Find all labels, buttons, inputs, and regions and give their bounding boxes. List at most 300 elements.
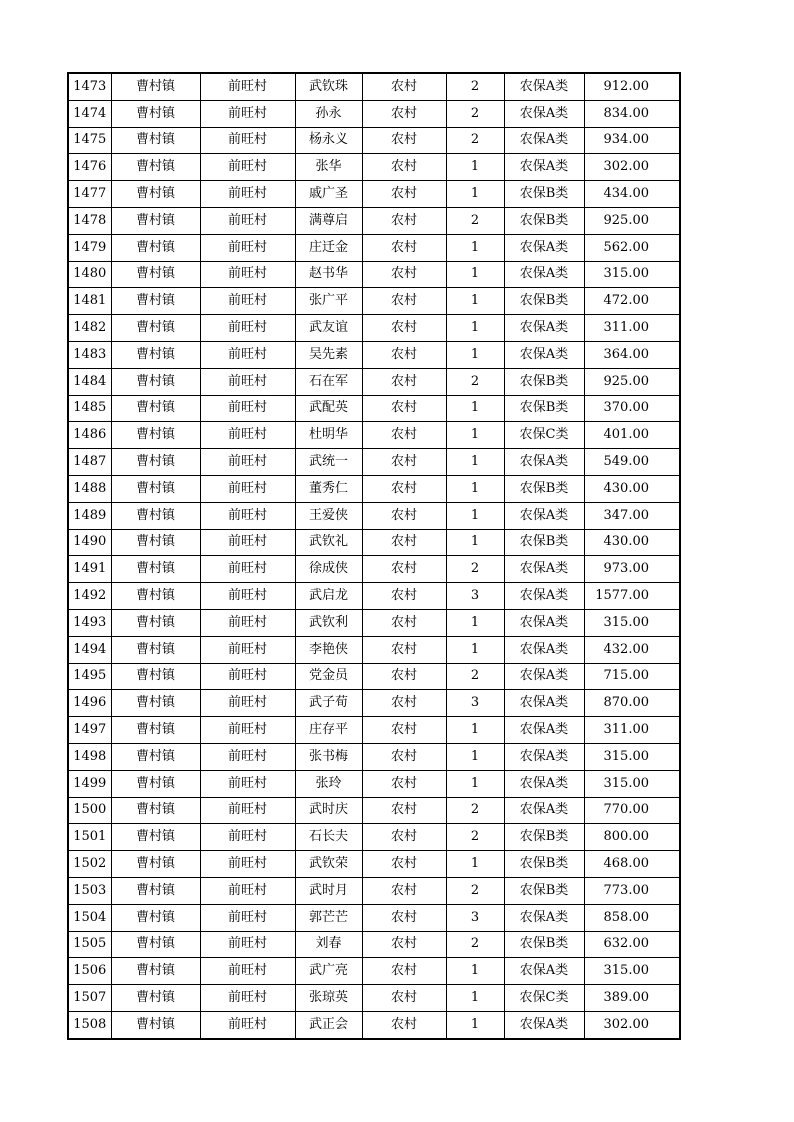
insurance-category-cell: 农保A类 [504, 127, 584, 154]
row-number-cell: 1493 [68, 609, 111, 636]
table-row [68, 154, 680, 181]
member-count-cell: 1 [446, 636, 504, 663]
row-number-cell: 1483 [68, 341, 111, 368]
insurance-category-cell: 农保A类 [504, 904, 584, 931]
household-type-cell: 农村 [362, 395, 446, 422]
town-cell: 曹村镇 [111, 368, 200, 395]
records-table-body [68, 73, 680, 1039]
table-row [68, 234, 680, 261]
amount-cell: 934.00 [584, 127, 680, 154]
name-cell: 张书梅 [295, 743, 362, 770]
insurance-category-cell: 农保A类 [504, 636, 584, 663]
name-cell: 孙永 [295, 100, 362, 127]
name-cell: 杨永义 [295, 127, 362, 154]
member-count-cell: 1 [446, 958, 504, 985]
name-cell: 郭芒芒 [295, 904, 362, 931]
insurance-category-cell: 农保B类 [504, 931, 584, 958]
table-row [68, 743, 680, 770]
name-cell: 武友谊 [295, 315, 362, 342]
insurance-category-cell: 农保B类 [504, 288, 584, 315]
village-cell: 前旺村 [200, 958, 295, 985]
row-number-cell: 1480 [68, 261, 111, 288]
row-number-cell: 1496 [68, 690, 111, 717]
town-cell: 曹村镇 [111, 743, 200, 770]
household-type-cell: 农村 [362, 154, 446, 181]
table-row [68, 261, 680, 288]
town-cell: 曹村镇 [111, 636, 200, 663]
row-number-cell: 1498 [68, 743, 111, 770]
town-cell: 曹村镇 [111, 770, 200, 797]
name-cell: 张玲 [295, 770, 362, 797]
table-row [68, 100, 680, 127]
amount-cell: 472.00 [584, 288, 680, 315]
records-table [67, 72, 681, 1040]
name-cell: 李艳侠 [295, 636, 362, 663]
amount-cell: 912.00 [584, 73, 680, 100]
member-count-cell: 1 [446, 1011, 504, 1038]
insurance-category-cell: 农保A类 [504, 315, 584, 342]
amount-cell: 773.00 [584, 877, 680, 904]
insurance-category-cell: 农保A类 [504, 1011, 584, 1038]
amount-cell: 430.00 [584, 475, 680, 502]
table-row [68, 368, 680, 395]
table-row [68, 985, 680, 1012]
amount-cell: 468.00 [584, 851, 680, 878]
table-row [68, 717, 680, 744]
household-type-cell: 农村 [362, 207, 446, 234]
table-row [68, 529, 680, 556]
amount-cell: 364.00 [584, 341, 680, 368]
household-type-cell: 农村 [362, 261, 446, 288]
member-count-cell: 1 [446, 609, 504, 636]
member-count-cell: 1 [446, 502, 504, 529]
insurance-category-cell: 农保A类 [504, 609, 584, 636]
village-cell: 前旺村 [200, 207, 295, 234]
town-cell: 曹村镇 [111, 261, 200, 288]
household-type-cell: 农村 [362, 73, 446, 100]
name-cell: 武钦利 [295, 609, 362, 636]
town-cell: 曹村镇 [111, 583, 200, 610]
town-cell: 曹村镇 [111, 422, 200, 449]
village-cell: 前旺村 [200, 636, 295, 663]
member-count-cell: 1 [446, 234, 504, 261]
table-row [68, 583, 680, 610]
household-type-cell: 农村 [362, 824, 446, 851]
village-cell: 前旺村 [200, 663, 295, 690]
name-cell: 赵书华 [295, 261, 362, 288]
insurance-category-cell: 农保A类 [504, 556, 584, 583]
insurance-category-cell: 农保A类 [504, 100, 584, 127]
name-cell: 张广平 [295, 288, 362, 315]
insurance-category-cell: 农保B类 [504, 368, 584, 395]
row-number-cell: 1501 [68, 824, 111, 851]
name-cell: 吴先素 [295, 341, 362, 368]
household-type-cell: 农村 [362, 904, 446, 931]
household-type-cell: 农村 [362, 636, 446, 663]
amount-cell: 302.00 [584, 1011, 680, 1038]
town-cell: 曹村镇 [111, 958, 200, 985]
household-type-cell: 农村 [362, 181, 446, 208]
insurance-category-cell: 农保A类 [504, 234, 584, 261]
table-row [68, 663, 680, 690]
insurance-category-cell: 农保A类 [504, 261, 584, 288]
village-cell: 前旺村 [200, 234, 295, 261]
town-cell: 曹村镇 [111, 904, 200, 931]
member-count-cell: 2 [446, 931, 504, 958]
member-count-cell: 2 [446, 824, 504, 851]
row-number-cell: 1505 [68, 931, 111, 958]
village-cell: 前旺村 [200, 1011, 295, 1038]
amount-cell: 800.00 [584, 824, 680, 851]
village-cell: 前旺村 [200, 529, 295, 556]
name-cell: 庄存平 [295, 717, 362, 744]
town-cell: 曹村镇 [111, 824, 200, 851]
member-count-cell: 2 [446, 663, 504, 690]
member-count-cell: 2 [446, 368, 504, 395]
insurance-category-cell: 农保B类 [504, 824, 584, 851]
town-cell: 曹村镇 [111, 529, 200, 556]
table-row [68, 851, 680, 878]
amount-cell: 715.00 [584, 663, 680, 690]
village-cell: 前旺村 [200, 449, 295, 476]
household-type-cell: 农村 [362, 958, 446, 985]
amount-cell: 389.00 [584, 985, 680, 1012]
name-cell: 张琼英 [295, 985, 362, 1012]
insurance-category-cell: 农保B类 [504, 181, 584, 208]
town-cell: 曹村镇 [111, 717, 200, 744]
member-count-cell: 1 [446, 985, 504, 1012]
village-cell: 前旺村 [200, 556, 295, 583]
amount-cell: 315.00 [584, 609, 680, 636]
household-type-cell: 农村 [362, 985, 446, 1012]
member-count-cell: 1 [446, 529, 504, 556]
village-cell: 前旺村 [200, 127, 295, 154]
row-number-cell: 1489 [68, 502, 111, 529]
town-cell: 曹村镇 [111, 502, 200, 529]
amount-cell: 315.00 [584, 743, 680, 770]
insurance-category-cell: 农保A类 [504, 73, 584, 100]
household-type-cell: 农村 [362, 1011, 446, 1038]
name-cell: 武时月 [295, 877, 362, 904]
row-number-cell: 1504 [68, 904, 111, 931]
town-cell: 曹村镇 [111, 690, 200, 717]
town-cell: 曹村镇 [111, 73, 200, 100]
member-count-cell: 2 [446, 556, 504, 583]
town-cell: 曹村镇 [111, 181, 200, 208]
name-cell: 武子荀 [295, 690, 362, 717]
household-type-cell: 农村 [362, 609, 446, 636]
village-cell: 前旺村 [200, 877, 295, 904]
name-cell: 党金员 [295, 663, 362, 690]
household-type-cell: 农村 [362, 797, 446, 824]
town-cell: 曹村镇 [111, 449, 200, 476]
household-type-cell: 农村 [362, 663, 446, 690]
insurance-category-cell: 农保A类 [504, 583, 584, 610]
member-count-cell: 1 [446, 770, 504, 797]
table-row [68, 636, 680, 663]
village-cell: 前旺村 [200, 824, 295, 851]
row-number-cell: 1495 [68, 663, 111, 690]
town-cell: 曹村镇 [111, 207, 200, 234]
town-cell: 曹村镇 [111, 797, 200, 824]
table-row [68, 877, 680, 904]
household-type-cell: 农村 [362, 315, 446, 342]
town-cell: 曹村镇 [111, 556, 200, 583]
name-cell: 王爱侠 [295, 502, 362, 529]
household-type-cell: 农村 [362, 529, 446, 556]
row-number-cell: 1488 [68, 475, 111, 502]
row-number-cell: 1474 [68, 100, 111, 127]
table-row [68, 824, 680, 851]
village-cell: 前旺村 [200, 154, 295, 181]
row-number-cell: 1506 [68, 958, 111, 985]
household-type-cell: 农村 [362, 341, 446, 368]
row-number-cell: 1500 [68, 797, 111, 824]
village-cell: 前旺村 [200, 395, 295, 422]
insurance-category-cell: 农保A类 [504, 717, 584, 744]
table-row [68, 797, 680, 824]
town-cell: 曹村镇 [111, 663, 200, 690]
member-count-cell: 1 [446, 154, 504, 181]
row-number-cell: 1487 [68, 449, 111, 476]
amount-cell: 834.00 [584, 100, 680, 127]
insurance-category-cell: 农保B类 [504, 851, 584, 878]
amount-cell: 311.00 [584, 717, 680, 744]
village-cell: 前旺村 [200, 770, 295, 797]
table-row [68, 315, 680, 342]
insurance-category-cell: 农保A类 [504, 341, 584, 368]
name-cell: 张华 [295, 154, 362, 181]
town-cell: 曹村镇 [111, 851, 200, 878]
row-number-cell: 1499 [68, 770, 111, 797]
amount-cell: 858.00 [584, 904, 680, 931]
insurance-category-cell: 农保A类 [504, 690, 584, 717]
village-cell: 前旺村 [200, 288, 295, 315]
insurance-category-cell: 农保B类 [504, 207, 584, 234]
village-cell: 前旺村 [200, 261, 295, 288]
member-count-cell: 2 [446, 207, 504, 234]
member-count-cell: 2 [446, 797, 504, 824]
amount-cell: 434.00 [584, 181, 680, 208]
village-cell: 前旺村 [200, 851, 295, 878]
insurance-category-cell: 农保A类 [504, 743, 584, 770]
amount-cell: 770.00 [584, 797, 680, 824]
amount-cell: 432.00 [584, 636, 680, 663]
household-type-cell: 农村 [362, 422, 446, 449]
row-number-cell: 1497 [68, 717, 111, 744]
village-cell: 前旺村 [200, 341, 295, 368]
town-cell: 曹村镇 [111, 341, 200, 368]
row-number-cell: 1507 [68, 985, 111, 1012]
household-type-cell: 农村 [362, 100, 446, 127]
town-cell: 曹村镇 [111, 877, 200, 904]
row-number-cell: 1477 [68, 181, 111, 208]
row-number-cell: 1476 [68, 154, 111, 181]
village-cell: 前旺村 [200, 931, 295, 958]
member-count-cell: 3 [446, 690, 504, 717]
row-number-cell: 1508 [68, 1011, 111, 1038]
member-count-cell: 1 [446, 851, 504, 878]
table-row [68, 288, 680, 315]
table-row [68, 770, 680, 797]
table-row [68, 931, 680, 958]
town-cell: 曹村镇 [111, 154, 200, 181]
name-cell: 武统一 [295, 449, 362, 476]
member-count-cell: 1 [446, 315, 504, 342]
insurance-category-cell: 农保A类 [504, 797, 584, 824]
town-cell: 曹村镇 [111, 1011, 200, 1038]
household-type-cell: 农村 [362, 475, 446, 502]
name-cell: 武时庆 [295, 797, 362, 824]
member-count-cell: 1 [446, 449, 504, 476]
row-number-cell: 1503 [68, 877, 111, 904]
name-cell: 董秀仁 [295, 475, 362, 502]
household-type-cell: 农村 [362, 288, 446, 315]
amount-cell: 925.00 [584, 207, 680, 234]
insurance-category-cell: 农保A类 [504, 770, 584, 797]
row-number-cell: 1479 [68, 234, 111, 261]
town-cell: 曹村镇 [111, 100, 200, 127]
village-cell: 前旺村 [200, 368, 295, 395]
member-count-cell: 2 [446, 100, 504, 127]
amount-cell: 315.00 [584, 770, 680, 797]
member-count-cell: 2 [446, 73, 504, 100]
table-row [68, 73, 680, 100]
town-cell: 曹村镇 [111, 127, 200, 154]
household-type-cell: 农村 [362, 877, 446, 904]
row-number-cell: 1492 [68, 583, 111, 610]
name-cell: 武钦荣 [295, 851, 362, 878]
insurance-category-cell: 农保A类 [504, 502, 584, 529]
village-cell: 前旺村 [200, 502, 295, 529]
household-type-cell: 农村 [362, 770, 446, 797]
table-row [68, 341, 680, 368]
member-count-cell: 2 [446, 127, 504, 154]
amount-cell: 925.00 [584, 368, 680, 395]
village-cell: 前旺村 [200, 690, 295, 717]
insurance-category-cell: 农保B类 [504, 877, 584, 904]
member-count-cell: 2 [446, 877, 504, 904]
insurance-category-cell: 农保A类 [504, 154, 584, 181]
name-cell: 武广亮 [295, 958, 362, 985]
table-row [68, 207, 680, 234]
amount-cell: 870.00 [584, 690, 680, 717]
member-count-cell: 1 [446, 422, 504, 449]
household-type-cell: 农村 [362, 127, 446, 154]
table-row [68, 181, 680, 208]
town-cell: 曹村镇 [111, 288, 200, 315]
household-type-cell: 农村 [362, 449, 446, 476]
insurance-category-cell: 农保A类 [504, 663, 584, 690]
table-row [68, 422, 680, 449]
member-count-cell: 1 [446, 341, 504, 368]
village-cell: 前旺村 [200, 985, 295, 1012]
village-cell: 前旺村 [200, 797, 295, 824]
member-count-cell: 1 [446, 288, 504, 315]
member-count-cell: 1 [446, 181, 504, 208]
insurance-category-cell: 农保A类 [504, 958, 584, 985]
village-cell: 前旺村 [200, 181, 295, 208]
amount-cell: 311.00 [584, 315, 680, 342]
table-row [68, 1011, 680, 1038]
name-cell: 徐成侠 [295, 556, 362, 583]
row-number-cell: 1494 [68, 636, 111, 663]
amount-cell: 430.00 [584, 529, 680, 556]
name-cell: 石长夫 [295, 824, 362, 851]
town-cell: 曹村镇 [111, 395, 200, 422]
village-cell: 前旺村 [200, 717, 295, 744]
amount-cell: 973.00 [584, 556, 680, 583]
member-count-cell: 1 [446, 717, 504, 744]
household-type-cell: 农村 [362, 234, 446, 261]
village-cell: 前旺村 [200, 583, 295, 610]
village-cell: 前旺村 [200, 904, 295, 931]
insurance-category-cell: 农保C类 [504, 985, 584, 1012]
household-type-cell: 农村 [362, 931, 446, 958]
row-number-cell: 1481 [68, 288, 111, 315]
member-count-cell: 1 [446, 475, 504, 502]
member-count-cell: 1 [446, 743, 504, 770]
name-cell: 武钦珠 [295, 73, 362, 100]
village-cell: 前旺村 [200, 100, 295, 127]
name-cell: 石在军 [295, 368, 362, 395]
town-cell: 曹村镇 [111, 315, 200, 342]
member-count-cell: 1 [446, 261, 504, 288]
household-type-cell: 农村 [362, 690, 446, 717]
village-cell: 前旺村 [200, 73, 295, 100]
amount-cell: 632.00 [584, 931, 680, 958]
row-number-cell: 1502 [68, 851, 111, 878]
table-row [68, 475, 680, 502]
amount-cell: 315.00 [584, 261, 680, 288]
village-cell: 前旺村 [200, 422, 295, 449]
amount-cell: 347.00 [584, 502, 680, 529]
row-number-cell: 1473 [68, 73, 111, 100]
town-cell: 曹村镇 [111, 234, 200, 261]
name-cell: 武启龙 [295, 583, 362, 610]
household-type-cell: 农村 [362, 851, 446, 878]
row-number-cell: 1478 [68, 207, 111, 234]
insurance-category-cell: 农保B类 [504, 475, 584, 502]
household-type-cell: 农村 [362, 583, 446, 610]
insurance-category-cell: 农保B类 [504, 395, 584, 422]
village-cell: 前旺村 [200, 315, 295, 342]
table-row [68, 395, 680, 422]
amount-cell: 370.00 [584, 395, 680, 422]
village-cell: 前旺村 [200, 475, 295, 502]
name-cell: 武正会 [295, 1011, 362, 1038]
member-count-cell: 3 [446, 904, 504, 931]
row-number-cell: 1486 [68, 422, 111, 449]
amount-cell: 315.00 [584, 958, 680, 985]
town-cell: 曹村镇 [111, 609, 200, 636]
name-cell: 武配英 [295, 395, 362, 422]
village-cell: 前旺村 [200, 609, 295, 636]
name-cell: 满尊启 [295, 207, 362, 234]
table-row [68, 904, 680, 931]
amount-cell: 302.00 [584, 154, 680, 181]
name-cell: 杜明华 [295, 422, 362, 449]
amount-cell: 1577.00 [584, 583, 680, 610]
amount-cell: 401.00 [584, 422, 680, 449]
name-cell: 庄迁金 [295, 234, 362, 261]
household-type-cell: 农村 [362, 743, 446, 770]
member-count-cell: 3 [446, 583, 504, 610]
table-row [68, 502, 680, 529]
name-cell: 武钦礼 [295, 529, 362, 556]
row-number-cell: 1491 [68, 556, 111, 583]
table-row [68, 609, 680, 636]
